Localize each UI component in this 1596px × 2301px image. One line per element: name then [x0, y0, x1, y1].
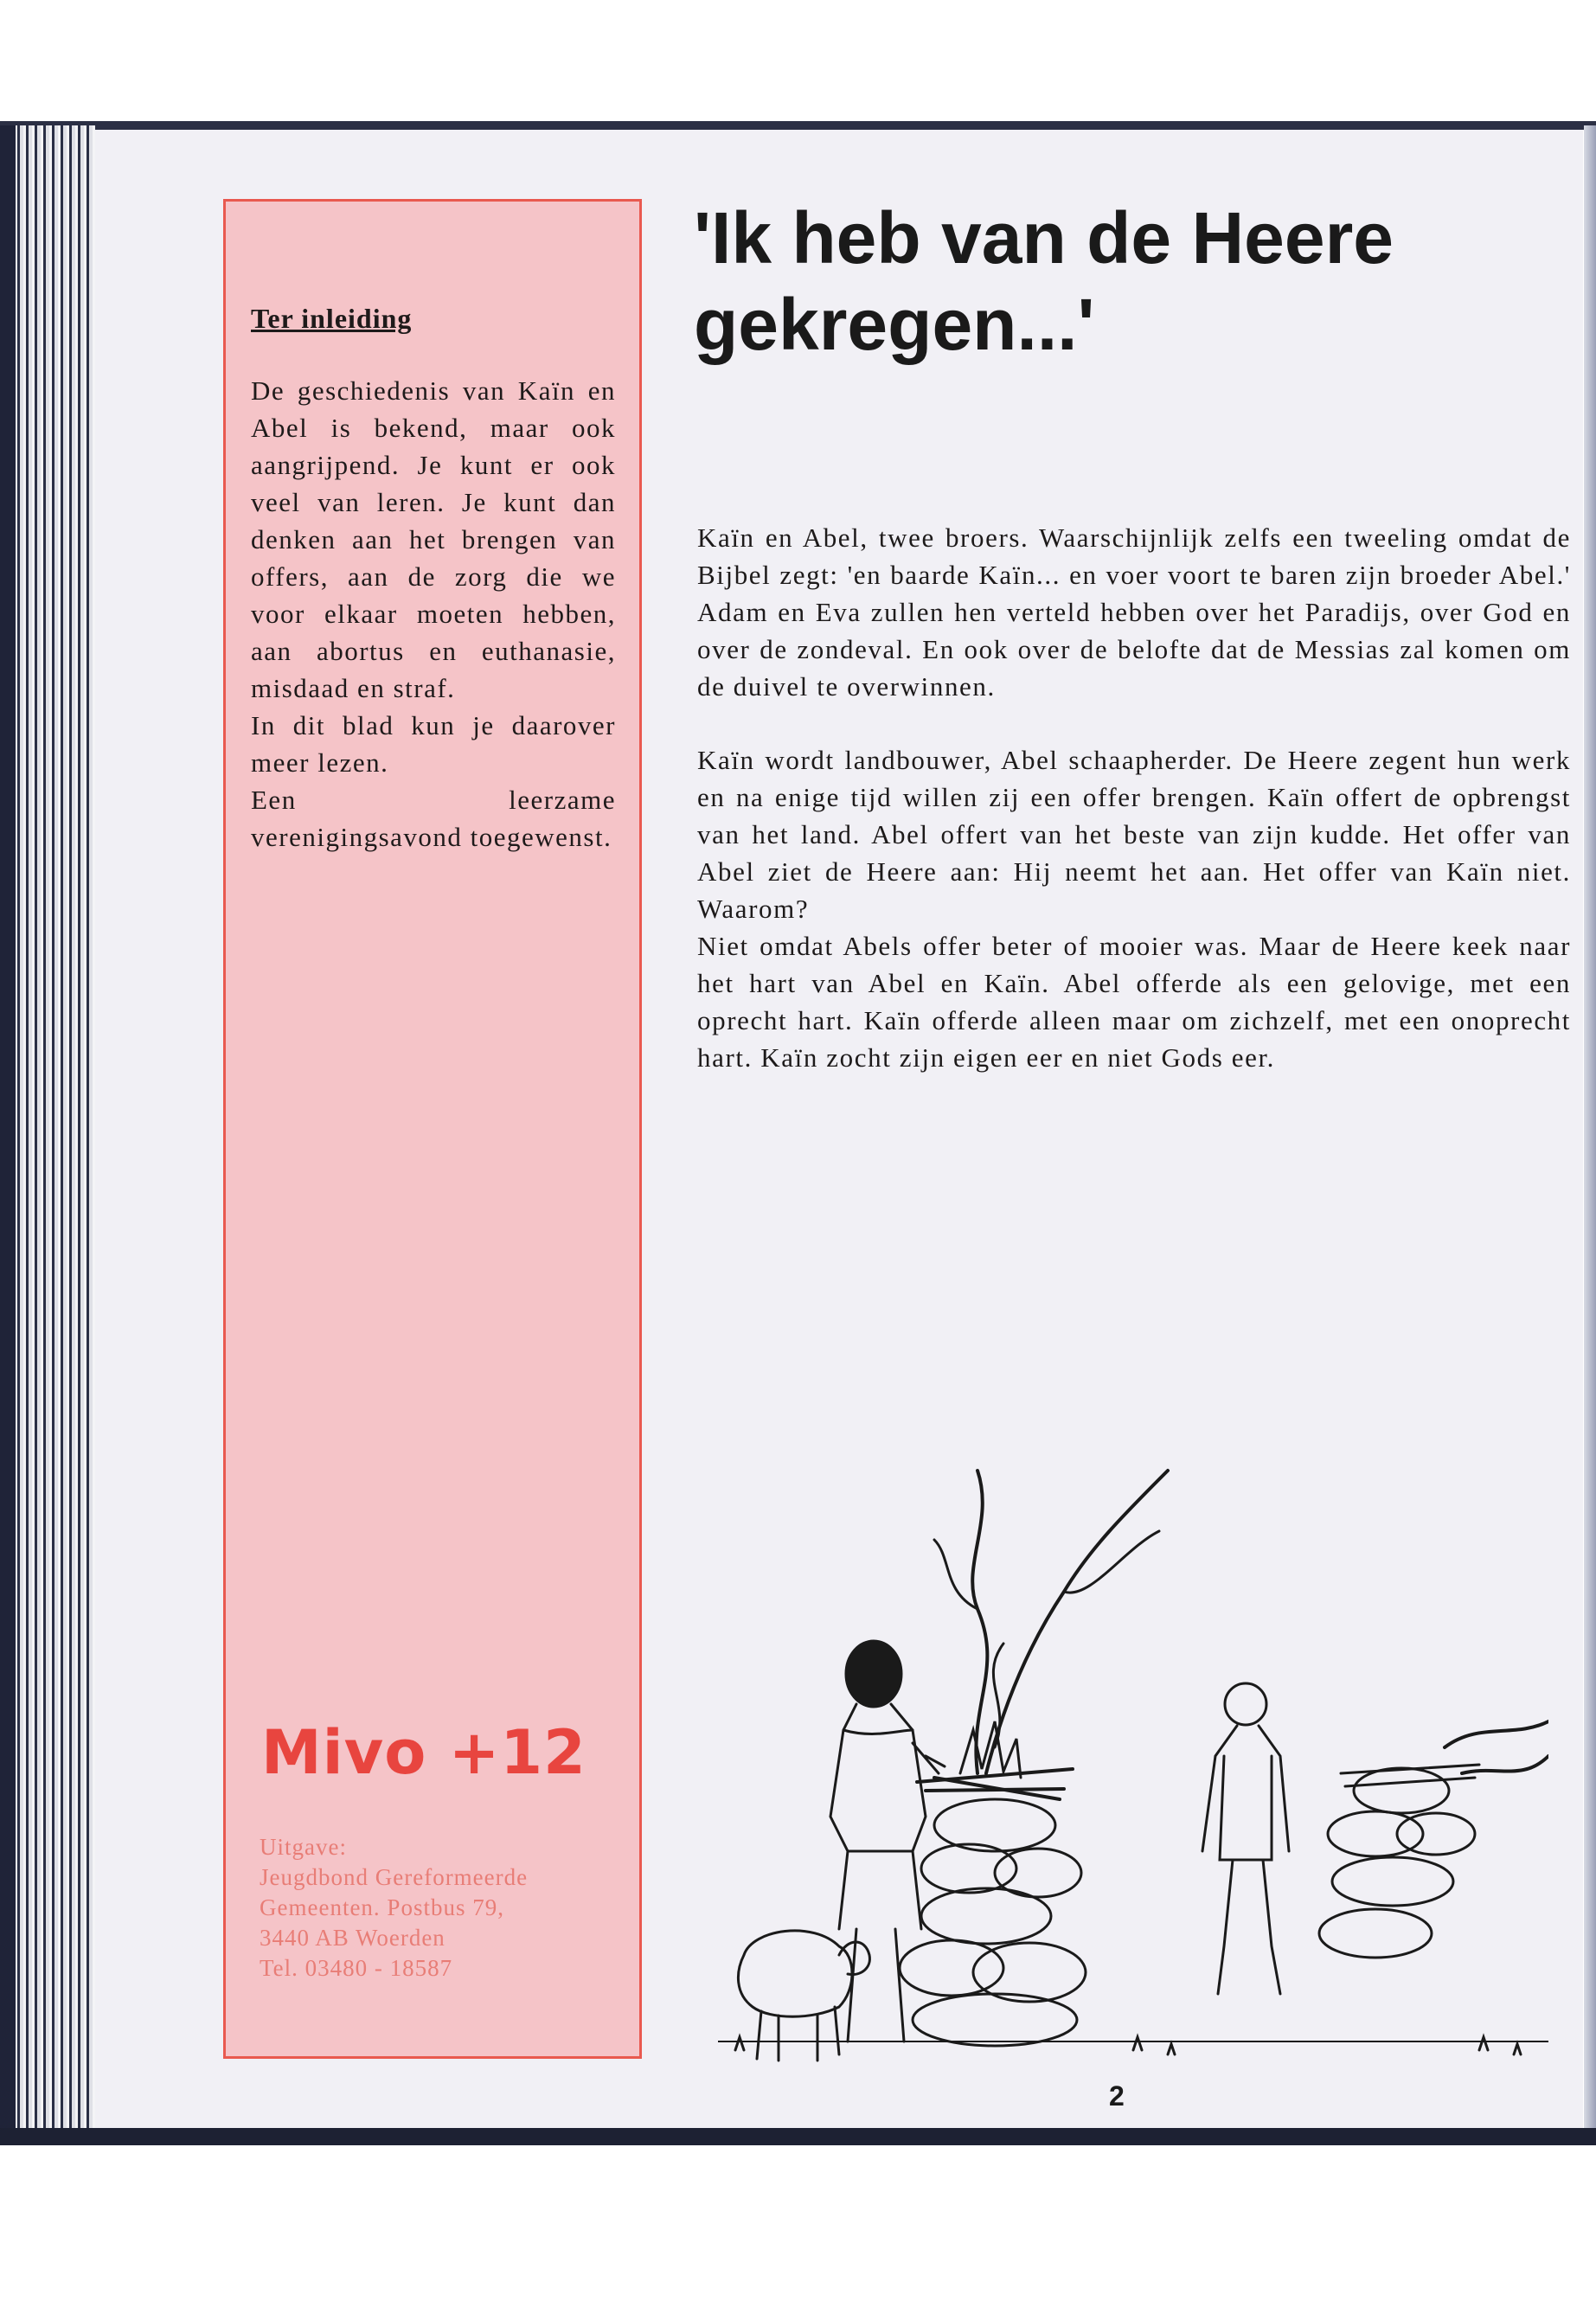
intro-paragraph: Een leerzame verenigingsavond toegewenst. — [251, 785, 616, 852]
intro-paragraph: De geschiedenis van Kaïn en Abel is bekend, maar ook aangrijpend. Je kunt er ook veel van leren. Je kunt dan denken aan het brengen van offers, aan de zorg die we voor elkaar moeten hebben, aan abortus en euthanasie, misdaad en straf. — [251, 375, 616, 703]
publisher-line: Tel. 03480 - 18587 — [260, 1955, 453, 1981]
intro-paragraph: In dit blad kun je daarover meer lezen. — [251, 710, 616, 778]
article-paragraph: Niet omdat Abels offer beter of mooier was. Maar de Heere keek naar het hart van Abel en Kaïn. Abel offerde als een gelovige, met een oprecht hart. Kaïn offerde alleen maar om zichzelf, met een onoprecht hart. Kaïn zocht zijn eigen eer en niet Gods eer. — [697, 931, 1571, 1073]
mivo-logo: Mivo +12 — [261, 1717, 586, 1788]
intro-text — [251, 372, 616, 856]
scan-right-edge — [1584, 125, 1596, 2132]
cain-abel-offering-illustration — [718, 1445, 1548, 2067]
page-number: 2 — [1109, 2080, 1125, 2112]
scan-bottom-edge — [0, 2128, 1596, 2145]
book-spine — [0, 125, 16, 2141]
article-paragraph: Kaïn en Abel, twee broers. Waarschijnlijk zelfs een tweeling omdat de Bijbel zegt: 'en baarde Kaïn... en voer voort te baren zijn broeder Abel.' Adam en Eva zullen hen verteld hebben over het Paradijs, over God en over de zondeval. En ook over de belofte dat de Messias zal komen om de duivel te overwinnen. — [697, 522, 1571, 702]
publisher-line: Jeugdbond Gereformeerde — [260, 1864, 529, 1890]
publisher-line: Gemeenten. Postbus 79, — [260, 1894, 504, 1920]
publisher-line: Uitgave: — [260, 1834, 347, 1860]
article-title: 'Ik heb van de Heere gekregen...' — [694, 197, 1394, 365]
article-body — [697, 519, 1571, 1076]
article-paragraph: Kaïn wordt landbouwer, Abel schaapherder. De Heere zegent hun werk en na enige tijd willen zij een offer brengen. Kaïn offert de opbrengst van het land. Abel offert van het beste van zijn kudde. Het offer van Abel ziet de Heere aan: Hij neemt het aan. Het offer van Kaïn niet. Waarom? — [697, 745, 1571, 924]
scan-top-edge — [0, 121, 1596, 130]
publisher-line: 3440 AB Woerden — [260, 1925, 445, 1951]
intro-heading: Ter inleiding — [251, 303, 413, 334]
publisher-info — [260, 1832, 623, 1984]
